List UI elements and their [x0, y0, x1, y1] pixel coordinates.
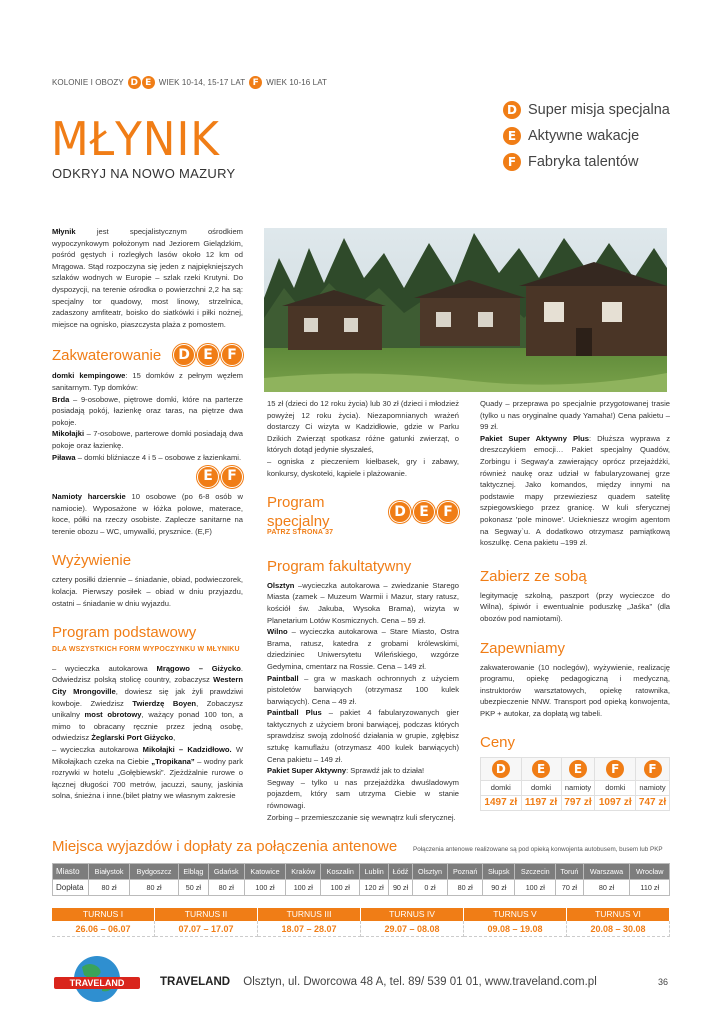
turnus-name: TURNUS V: [464, 908, 567, 921]
provide-text: zakwaterowanie (10 noclegów), wyżywienie, realizację programu, opiekę pedagogiczną i medyczną, instruktorów warsztatowych, opiekę ratownika, ubezpieczenie NNW. Transport pod opieką konwojenta, PKP + autokar, za dopłatą wg tabeli.: [480, 662, 670, 718]
badge-e: E: [413, 501, 435, 523]
city-cell: Katowice: [244, 864, 286, 880]
olsztyn-trip: [267, 580, 459, 626]
badge-f: F: [606, 760, 624, 778]
pil-body: – domki bliźniacze 4 i 5 – osobowe z łazienkami.: [75, 452, 242, 462]
take-text: legitymację szkolną, paszport (przy wycieczce do Wilna), śpiwór i ewentualnie poduszkę „Jaśka” (dla obozów pod namiotami).: [480, 590, 670, 623]
text-bold: Żeglarski Port Giżycko: [91, 733, 174, 743]
fee-cell: 80 zł: [130, 880, 179, 896]
text: – gra w maskach ochronnych z użyciem pistoletów barwiących (otrzymasz 100 kulek barwiących). Cena – 49 zł.: [267, 673, 459, 706]
mik-body: – 7-osobowe, parterowe domki posiadają dwa pokoje oraz łazienkę.: [52, 429, 243, 450]
text: : Sprawdź jak to działa!: [346, 766, 425, 776]
badge-e: E: [532, 760, 550, 778]
segway: Segway – tylko u nas przejażdżka dwuśladowym pojazdem, który sam utrzyma Ciebie w stanie równowagi.: [267, 777, 459, 811]
badge-e: E: [569, 760, 587, 778]
text: W Mikołajkach czeka na Ciebie: [52, 745, 243, 766]
right-column: [480, 398, 670, 811]
fee-cell: 50 zł: [178, 880, 208, 896]
mik-text: [52, 428, 243, 451]
badge-f: F: [221, 466, 243, 488]
badge-f: F: [249, 76, 262, 89]
brda-text: [52, 394, 243, 429]
fee-cell: 100 zł: [244, 880, 286, 896]
tent-badges: [52, 466, 243, 488]
food-text: cztery posiłki dziennie – śniadanie, obiad, podwieczorek, kolacja. Pierwszy posiłek – obiad w dniu przyjazdu, ostatni – śniadanie w dniu wyjazdu.: [52, 575, 243, 608]
badge-e: E: [503, 127, 521, 145]
badge-d: D: [173, 344, 195, 366]
kemp-body: : 15 domków z pełnym węzłem sanitarnym. Typ domków:: [52, 371, 243, 392]
text: ,: [173, 733, 176, 743]
text-bold: Mrągowo – Giżycko: [156, 663, 241, 673]
turnus-dates: 26.06 – 06.07: [52, 921, 155, 937]
page-title: MŁYNIK: [51, 112, 220, 166]
price-type: namioty: [636, 781, 670, 796]
city-cell: Koszalin: [321, 864, 360, 880]
turnus-name: TURNUS I: [52, 908, 155, 921]
basic-program-cont: 15 zł (dzieci do 12 roku życia) lub 30 zł (dzieci i młodzież powyżej 12 roku życia). Niezapomnianych wrażeń dostarczy Ci wizyta w Kadzidłowie, gdzie w Parku Dzikich Zwierząt spotkasz różne gatunki zwierząt, o których dotąd jedynie słyszałeś,: [267, 399, 459, 455]
badge-f: F: [437, 501, 459, 523]
price-table: [480, 757, 670, 810]
intro-bold: Młynik: [52, 227, 76, 236]
price-type: namioty: [561, 781, 595, 796]
page-number: 36: [657, 977, 668, 987]
price-cell: [521, 758, 561, 781]
turnus-table: [52, 908, 670, 937]
legend-item-f: [503, 153, 670, 171]
price-value: 1097 zł: [595, 796, 636, 811]
basic-program-sub: DLA WSZYSTKICH FORM WYPOCZYNKU W MŁYNIKU: [52, 646, 240, 654]
accommodation-heading: [52, 344, 243, 366]
city-cell: Białystok: [89, 864, 130, 880]
price-value: 1197 zł: [521, 796, 561, 811]
badge-e: E: [197, 344, 219, 366]
take-heading-text: Zabierz ze sobą: [480, 567, 587, 585]
fee-cell: 0 zł: [413, 880, 448, 896]
provide-heading: [480, 639, 670, 658]
row-label: Dopłata: [53, 880, 89, 896]
price-cell: [481, 758, 522, 781]
departures-heading: Miejsca wyjazdów i dopłaty za połączenia antenowe: [52, 838, 398, 855]
basic-program-heading: [52, 623, 243, 642]
legend-label: Fabryka talentów: [528, 154, 639, 170]
badge-f: F: [221, 344, 243, 366]
fee-cell: 120 zł: [360, 880, 389, 896]
text: – wycieczka autokarowa – Stare Miasto, Ostra Brama, ratusz, katedra z grobami królewskimi, dziedziniec Uniwersytetu Wileńskiego, wzgórze Gedymina, cmentarz na Rossie. Cena – 149 zł.: [267, 627, 459, 671]
tents-bold: Namioty harcerskie: [52, 492, 126, 502]
city-cell: Lublin: [360, 864, 389, 880]
turnus-dates: 09.08 – 19.08: [464, 921, 567, 937]
camp-photo: [264, 228, 667, 392]
provide-heading-text: Zapewniamy: [480, 639, 566, 657]
basic-program-cont2: – ogniska z pieczeniem kiełbasek, gry i zabawy, konkursy, dyskoteki, kąpiele i plażowanie.: [267, 456, 459, 478]
price-badges-row: [481, 758, 670, 781]
text-bold: „Tropikana”: [151, 756, 195, 766]
legend-item-e: [503, 127, 670, 145]
turnus-name: TURNUS VI: [567, 908, 670, 921]
super-active-plus: [480, 433, 670, 549]
text: – wodny park rozrywki w hotelu „Gołębiewski”. Zjeżdżalnie rurowe o łącznej długości 700 metrów, jacuzzi, sauny, jaskinia solna, śnieżna i inne.(bilet płatny we własnym zakresie: [52, 756, 244, 801]
accommodation-heading-text: Zakwaterowanie: [52, 346, 162, 364]
text-bold: Paintball: [267, 673, 299, 683]
turnus-name: TURNUS IV: [361, 908, 464, 921]
city-cell: Łódź: [389, 864, 413, 880]
price-cell: [561, 758, 595, 781]
fee-cell: 90 zł: [483, 880, 515, 896]
text: : Dłuższa wyprawa z dreszczykiem emocji… Pakiet specjalny Quadów, Zorbingu i Segway'a zawierający oprócz przejażdżki, również naukę oraz udział w fabularyzowanej grze taktycznej. Jako komandos, między innymi na podstawie mapy przewieziesz quadem satelitę szpiegowskiego przez granicę. W kuli sferycznej pokonasz 'pole minowe'. Ucieknieszz wrogim agentom na Segway`u. A dodatkowo otrzymasz pamiątkową koszulkę. Cena pakietu –199 zł.: [480, 433, 670, 548]
text: , ważący ponad 100 ton, a mimo to obracany ręcznie przez jedną osobę, odwiedzisz: [52, 710, 243, 743]
badge-d: D: [492, 760, 510, 778]
category-line: [52, 76, 327, 89]
badge-f: F: [503, 153, 521, 171]
fee-cell: 80 zł: [89, 880, 130, 896]
intro-body: jest specjalistycznym ośrodkiem wypoczynkowym położonym nad Jeziorem Gielądzkim, pośród gęstych i rozległych lasów około 12 km od Mrągowa. Stąd rozpoczyna się jeden z najpiękniejszych szlaków wodnych w Europie – szlak rzeki Krutyni. Do dyspozycji, na terenie ośrodka o powierzchni 2,2 ha są: specjalny tor quadowy, most linowy, strzelnica, zadaszony amfiteatr, boisko do siatkówki i piłki nożnej, miejsce na ognisko, piaszczysta plaża z pomostem.: [52, 227, 243, 329]
turnus-name: TURNUS III: [258, 908, 361, 921]
left-column: [52, 226, 243, 802]
traveland-logo: [52, 955, 142, 1005]
price-type: domki: [481, 781, 522, 796]
text-bold: most obrotowy: [84, 710, 142, 720]
city-cell: Szczecin: [515, 864, 556, 880]
paintball-plus: [267, 707, 459, 765]
departures-city-row: [53, 864, 670, 880]
text-bold: Western City Mrongoville: [52, 675, 243, 697]
badge-d: D: [389, 501, 411, 523]
price-value: 797 zł: [561, 796, 595, 811]
price-value: 1497 zł: [481, 796, 522, 811]
turnus-name: TURNUS II: [155, 908, 258, 921]
city-cell: Poznań: [447, 864, 482, 880]
turnus-dates: 29.07 – 08.08: [361, 921, 464, 937]
text-bold: Twierdzę Boyen: [132, 698, 197, 708]
fee-cell: 90 zł: [389, 880, 413, 896]
text: – pakiet 4 fabularyzowanych gier taktycznych z użyciem broni barwiącej, podczas których sprawdzisz swoją zdolność działania w grupie, zgłębisz sztukę kamuflażu (otrzymasz 400 kulek barwiących) Cena pakietu – 149 zł.: [267, 708, 459, 764]
text: –wycieczka autokarowa – zwiedzanie Starego Miasta (zamek – Muzeum Warmii i Mazur, stary ratusz, kościół św. Jakuba, Wysoka Brama), wizyta w Planetarium Lotów Kosmicznych. Cena – 59 zł.: [267, 580, 459, 625]
food-heading-text: Wyżywienie: [52, 552, 132, 570]
fee-cell: 80 zł: [583, 880, 630, 896]
departures-table: [52, 863, 670, 896]
special-program-heading-text: Program specjalny: [267, 494, 330, 531]
special-program-link[interactable]: PATRZ STRONA 37: [267, 529, 334, 537]
zorbing: Zorbing – przemieszczanie się wewnątrz kuli sferycznej.: [267, 812, 456, 822]
special-program-heading: [267, 493, 459, 531]
brand-name: TRAVELAND: [160, 976, 231, 988]
optional-program-heading: [267, 557, 459, 576]
price-value: 747 zł: [636, 796, 670, 811]
page-subtitle: ODKRYJ NA NOWO MAZURY: [52, 166, 236, 181]
price-type: domki: [521, 781, 561, 796]
pil-text: [52, 452, 243, 464]
age-de-label: WIEK 10-14, 15-17 LAT: [158, 78, 246, 87]
fee-cell: 80 zł: [447, 880, 482, 896]
city-cell: Gdańsk: [208, 864, 244, 880]
fee-cell: 100 zł: [515, 880, 556, 896]
price-type: domki: [595, 781, 636, 796]
city-cell: Kraków: [286, 864, 321, 880]
fee-cell: 80 zł: [208, 880, 244, 896]
departures-note: Połączenia antenowe realizowane są pod opieką konwojenta autobusem, busem lub PKP: [413, 846, 663, 853]
text-bold: Olsztyn: [267, 580, 295, 590]
fee-cell: 100 zł: [286, 880, 321, 896]
text-bold: Pakiet Super Aktywny: [267, 766, 347, 776]
departures-fee-row: [53, 880, 670, 896]
text: , Zobaczysz unikalny: [52, 698, 244, 720]
text-bold: Pakiet Super Aktywny Plus: [480, 433, 589, 443]
fee-cell: 70 zł: [556, 880, 583, 896]
brda-bold: Brda: [52, 394, 70, 404]
badge-e: E: [197, 466, 219, 488]
turnus-dates: 18.07 – 28.07: [258, 921, 361, 937]
age-f-label: WIEK 10-16 LAT: [266, 78, 328, 87]
middle-column: [267, 398, 459, 823]
turnus-dates: 07.07 – 17.07: [155, 921, 258, 937]
mik-bold: Mikołajki: [52, 429, 85, 439]
city-cell: Bydgoszcz: [130, 864, 179, 880]
text: – wycieczka autokarowa: [52, 663, 157, 673]
turnus-dates: 20.08 – 30.08: [567, 921, 670, 937]
kemp-bold: domki kempingowe: [52, 371, 126, 381]
intro-text: [52, 226, 243, 330]
tents-text: [52, 491, 243, 537]
legend-label: Super misja specjalna: [528, 102, 670, 118]
fee-cell: 100 zł: [321, 880, 360, 896]
tents-body: 10 osobowe (po 6-8 osób w namiocie). Wyposażone w łóżka polowe, materace, koce, półki na rzeczy osobiste. Zaplecze sanitarne na terenie obozu – WC, umywalki, prysznice. (E,F): [52, 492, 243, 536]
city-cell: Elbląg: [178, 864, 208, 880]
price-value-row: [481, 796, 670, 811]
camp-photo-image: [264, 228, 667, 392]
prices-heading-text: Ceny: [480, 734, 516, 752]
logo-text: TRAVELAND: [69, 978, 125, 988]
city-cell: Wrocław: [630, 864, 670, 880]
contact-info[interactable]: Olsztyn, ul. Dworcowa 48 A, tel. 89/ 539 01 01, www.traveland.com.pl: [243, 976, 597, 988]
paintball: [267, 673, 459, 708]
price-type-row: [481, 781, 670, 796]
special-program-badges: [389, 501, 459, 523]
brda-body: – 9-osobowe, piętrowe domki, które na parterze posiadają pokój, łazienkę oraz taras, na piętrze dwa pokoje.: [52, 394, 243, 427]
badge-d: D: [128, 76, 141, 89]
text-bold: Mikołajki – Kadzidłowo.: [142, 745, 232, 754]
contact-line: [160, 976, 597, 988]
optional-program-heading-text: Program fakultatywny: [267, 557, 412, 575]
pil-bold: Piława: [52, 452, 76, 462]
footer: [52, 955, 670, 1005]
text: . Odwiedzisz polską stolicę country, zobaczysz: [52, 663, 243, 685]
fee-cell: 110 zł: [630, 880, 670, 896]
city-cell: Warszawa: [583, 864, 630, 880]
city-cell: Słupsk: [483, 864, 515, 880]
city-cell: Toruń: [556, 864, 583, 880]
price-cell: [595, 758, 636, 781]
legend-item-d: [503, 101, 670, 119]
text-bold: Wilno: [267, 627, 288, 637]
badge-f: F: [644, 760, 662, 778]
wilno-trip: [267, 626, 459, 672]
city-cell: Olsztyn: [413, 864, 448, 880]
text: – wycieczka autokarowa: [52, 745, 143, 754]
legend-label: Aktywne wakacje: [528, 128, 640, 144]
price-cell: [636, 758, 670, 781]
prices-heading: [480, 733, 670, 752]
program-legend: [503, 101, 670, 171]
category-label: KOLONIE I OBOZY: [52, 78, 124, 87]
basic-program-trip1: [52, 663, 243, 744]
basic-program-heading-text: Program podstawowy: [52, 624, 197, 642]
take-heading: [480, 567, 670, 586]
badge-d: D: [503, 101, 521, 119]
quad-text: Quady – przeprawa po specjalnie przygotowanej trasie (tylko u nas oryginalne quady Yamaha!) Cena pakietu – 99 zł.: [480, 399, 670, 432]
accommodation-badges: [173, 344, 243, 366]
kemp-text: [52, 370, 243, 393]
food-heading: [52, 551, 243, 570]
text: , dowiesz się jak żyli prawdziwi kowboje. Zwiedzisz: [52, 687, 243, 708]
row-label: Miasto: [53, 864, 89, 880]
text-bold: Paintball Plus: [267, 708, 322, 718]
basic-program-trip2: [52, 744, 243, 802]
badge-e: E: [142, 76, 155, 89]
super-active: [267, 765, 459, 777]
